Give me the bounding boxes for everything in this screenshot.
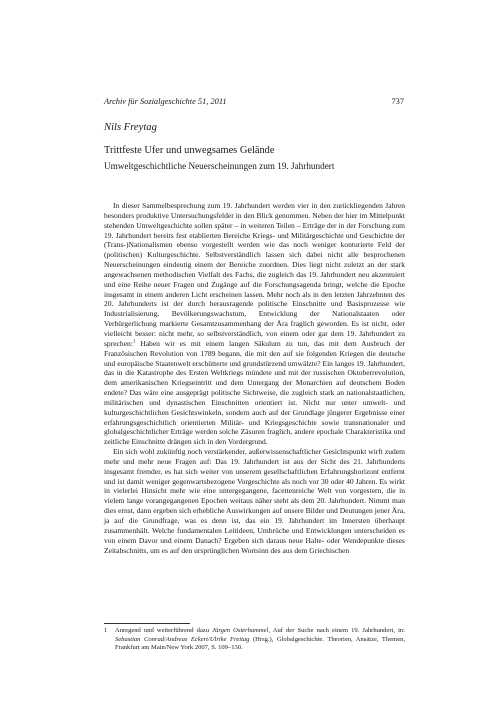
footnote-editors: Sebastian Conrad/Andreas Eckert/Ulrike Freitag [115,635,250,643]
article-subtitle: Umweltgeschichtliche Neuerscheinungen zum 19. Jahrhundert [104,161,335,171]
footnote-number: 1 [104,627,108,634]
journal-title: Archiv für Sozialgeschichte 51, 2011 [104,97,227,106]
footnote-text: Anregend und weiterführend dazu Jürgen Osterhammel, Auf der Suche nach einem 19. Jahrhundert, in: Sebastian Conrad/Andreas Eckert/Ulrike Freitag (Hrsg.), Globalgeschichte. Theorien, Ansätze, Themen, Frankfurt am Main/New York 2007, S. 109–130. [115,627,406,652]
body-paragraph: In dieser Sammelbesprechung zum 19. Jahrhundert werden vier in den zurückliegenden Jahren besonders produktive Untersuchungsfelder in den Blick genommen. Neben der hier im Mittelpunkt stehenden Umweltgeschichte sollen später – in weiteren Teilen – Erträge der in der Forschung zum 19. Jahrhundert bereits fest etablierten Bereiche Kriegs- und Militärgeschichte und Geschichte der (Trans-)Nationalismen ebenso vorgestellt werden wie das noch weniger konturierte Feld der (politischen) Kulturgeschichte. Selbstverständlich lassen sich dabei nicht alle besprochenen Neuerscheinungen eindeutig einem der Bereiche zuordnen. Dies liegt nicht zuletzt an der stark angewachsenen methodischen Vielfalt des Fachs, die zugleich das 19. Jahrhundert neu akzentuiert und eine Reihe neuer Fragen und Zugänge auf die Forschungsagenda bringt, welche die Epoche insgesamt in einem anderen Licht erscheinen lassen. Mehr noch als in den letzten Jahrzehnten des 20. Jahrhunderts ist der durch herausragende politische Einschnitte und Basisprozesse wie Industrialisierung, Bevölkerungswachstum, Entwicklung der Nationalstaaten oder Verbürgerlichung markierte Gesamtzusammenhang der Ära fraglich geworden. Es ist nicht, oder vielleicht besser: nicht mehr, so selbstverständlich, von einem oder gar dem 19. Jahrhundert zu sprechen:$^1$ Haben wir es mit einem langen Säkulum zu tun, das mit dem Ausbruch der Französischen Revolution von 1789 begann, die mit den auf sie folgenden Kriegen die deutsche und europäische Staatenwelt erschütterte und grundstürzend umwälzte? Ein langes 19. Jahrhundert, das in die Katastrophe des Ersten Weltkriegs mündete und mit der russischen Oktoberrevolution, dem amerikanischen Kriegseintritt und dem Untergang der Monarchien auf deutschem Boden endete? Das wäre eine ausgeprägt politische Sichtweise, die zugleich stark an nationalstaatlichen, militärischen und dynastischen Einschnitten orientiert ist. Nicht nur unter umwelt- und kulturgeschichtlichen Gesichtswinkeln, sondern auch auf der Grundlage jüngerer Ergebnisse einer erfahrungsgeschichtlich orientierten Militär- und Kriegsgeschichte sowie transnationaler und globalgeschichtlicher Erträge werden solche Zäsuren fraglich, andere epochale Charakteristika und zeitliche Einschnitte drängen sich in den Vordergrund. [104,201,405,447]
page-number: 737 [391,97,404,106]
footnote-author: Jürgen Osterhammel [212,627,269,634]
article-author: Nils Freytag [104,122,157,133]
article-title: Trittfeste Ufer und unwegsames Gelände [104,145,275,156]
footnote-divider [104,623,190,624]
running-head [104,97,404,107]
body-paragraph: Ein sich wohl zukünftig noch verstärkender, außerwissenschaftlicher Gesichtspunkt wirft zudem mehr und mehr neue Fragen auf: Das 19. Jahrhundert ist aus der Sicht des 21. Jahrhunderts insgesamt fremder, es hat sich weiter von unserem gesellschaftlichen Erfahrungshorizont entfernt und ist damit weniger gegenwartsbezogene Vorgeschichte als noch vor 30 oder 40 Jahren. Es wirkt in vielerlei Hinsicht mehr wie eine untergegangene, facettenreiche Welt von vorgestern, die in vielem lange vorangegangenen Epochen weitaus näher steht als dem 20. Jahrhundert. Nimmt man dies ernst, dann ergeben sich erhebliche Auswirkungen auf unsere Bilder und Deutungen jener Ära, ja auf die Grundfrage, was es denn ist, das ein 19. Jahrhundert im Innersten überhaupt zusammenhält. Welche fundamentalen Leitideen, Umbrüche und Entwicklungen unterscheiden es von einem Davor und einem Danach? Ergeben sich daraus neue Halte- oder Wendepunkte dieses Zeitabschnitts, um es auf den ursprünglichen Wortsinn des aus dem Griechischen [104,447,405,555]
article-body [104,201,405,555]
footnote [104,627,405,653]
footnote-reference[interactable]: 1 [132,339,136,345]
